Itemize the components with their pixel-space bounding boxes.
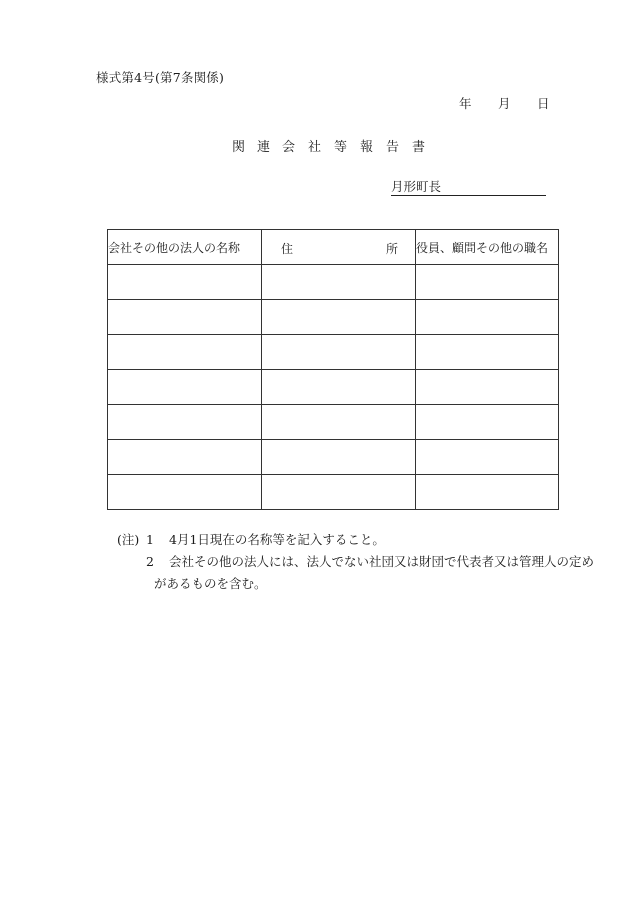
table-row — [108, 475, 559, 510]
position-cell[interactable] — [416, 405, 559, 440]
note-text: 会社その他の法人には、法人でない社団又は財団で代表者又は管理人の定め — [169, 554, 595, 569]
position-cell[interactable] — [416, 300, 559, 335]
title-char: 社 — [308, 140, 322, 155]
table-row — [108, 405, 559, 440]
notes-section — [117, 529, 595, 595]
company-name-cell[interactable] — [108, 475, 262, 510]
table-row — [108, 335, 559, 370]
title-char: 会 — [282, 140, 296, 155]
company-name-cell[interactable] — [108, 335, 262, 370]
note-item-continuation — [117, 573, 587, 595]
table-row — [108, 300, 559, 335]
table-row — [108, 265, 559, 300]
address-cell[interactable] — [262, 335, 416, 370]
address-cell[interactable] — [262, 370, 416, 405]
note-number: 2 — [146, 554, 154, 569]
date-year-label: 年 — [459, 96, 472, 111]
addressee-label: 月形町長 — [391, 179, 442, 194]
title-char: 告 — [386, 140, 400, 155]
company-name-cell[interactable] — [108, 370, 262, 405]
title-char: 報 — [360, 140, 374, 155]
company-name-cell[interactable] — [108, 265, 262, 300]
related-company-table — [107, 229, 559, 510]
note-continuation-text: があるものを含む。 — [154, 576, 267, 591]
date-month-label: 月 — [498, 96, 511, 111]
position-cell[interactable] — [416, 335, 559, 370]
note-number: 1 — [146, 532, 154, 547]
position-cell[interactable] — [416, 265, 559, 300]
address-header-right: 所 — [385, 242, 398, 256]
form-number: 様式第4号(第7条関係) — [96, 70, 225, 85]
addressee-line — [391, 180, 546, 196]
table-row — [108, 440, 559, 475]
note-text: 4月1日現在の名称等を記入すること。 — [169, 532, 385, 547]
table-header-row — [108, 230, 559, 265]
title-char: 関 — [232, 140, 246, 155]
note-item — [117, 529, 587, 551]
company-name-cell[interactable] — [108, 405, 262, 440]
column-header-address — [262, 230, 416, 265]
title-char: 連 — [257, 140, 271, 155]
address-cell[interactable] — [262, 405, 416, 440]
address-cell[interactable] — [262, 475, 416, 510]
company-name-cell[interactable] — [108, 440, 262, 475]
note-item — [117, 551, 595, 573]
position-cell[interactable] — [416, 475, 559, 510]
column-header-company-name: 会社その他の法人の名称 — [108, 230, 262, 265]
address-header-left: 住 — [281, 242, 294, 256]
address-cell[interactable] — [262, 300, 416, 335]
date-day-label: 日 — [537, 96, 550, 111]
title-char: 書 — [412, 140, 426, 155]
address-cell[interactable] — [262, 265, 416, 300]
position-cell[interactable] — [416, 440, 559, 475]
position-cell[interactable] — [416, 370, 559, 405]
title-char: 等 — [334, 140, 348, 155]
column-header-position: 役員、顧問その他の職名 — [416, 230, 559, 265]
address-cell[interactable] — [262, 440, 416, 475]
company-name-cell[interactable] — [108, 300, 262, 335]
notes-prefix: (注) — [117, 532, 140, 547]
table-row — [108, 370, 559, 405]
